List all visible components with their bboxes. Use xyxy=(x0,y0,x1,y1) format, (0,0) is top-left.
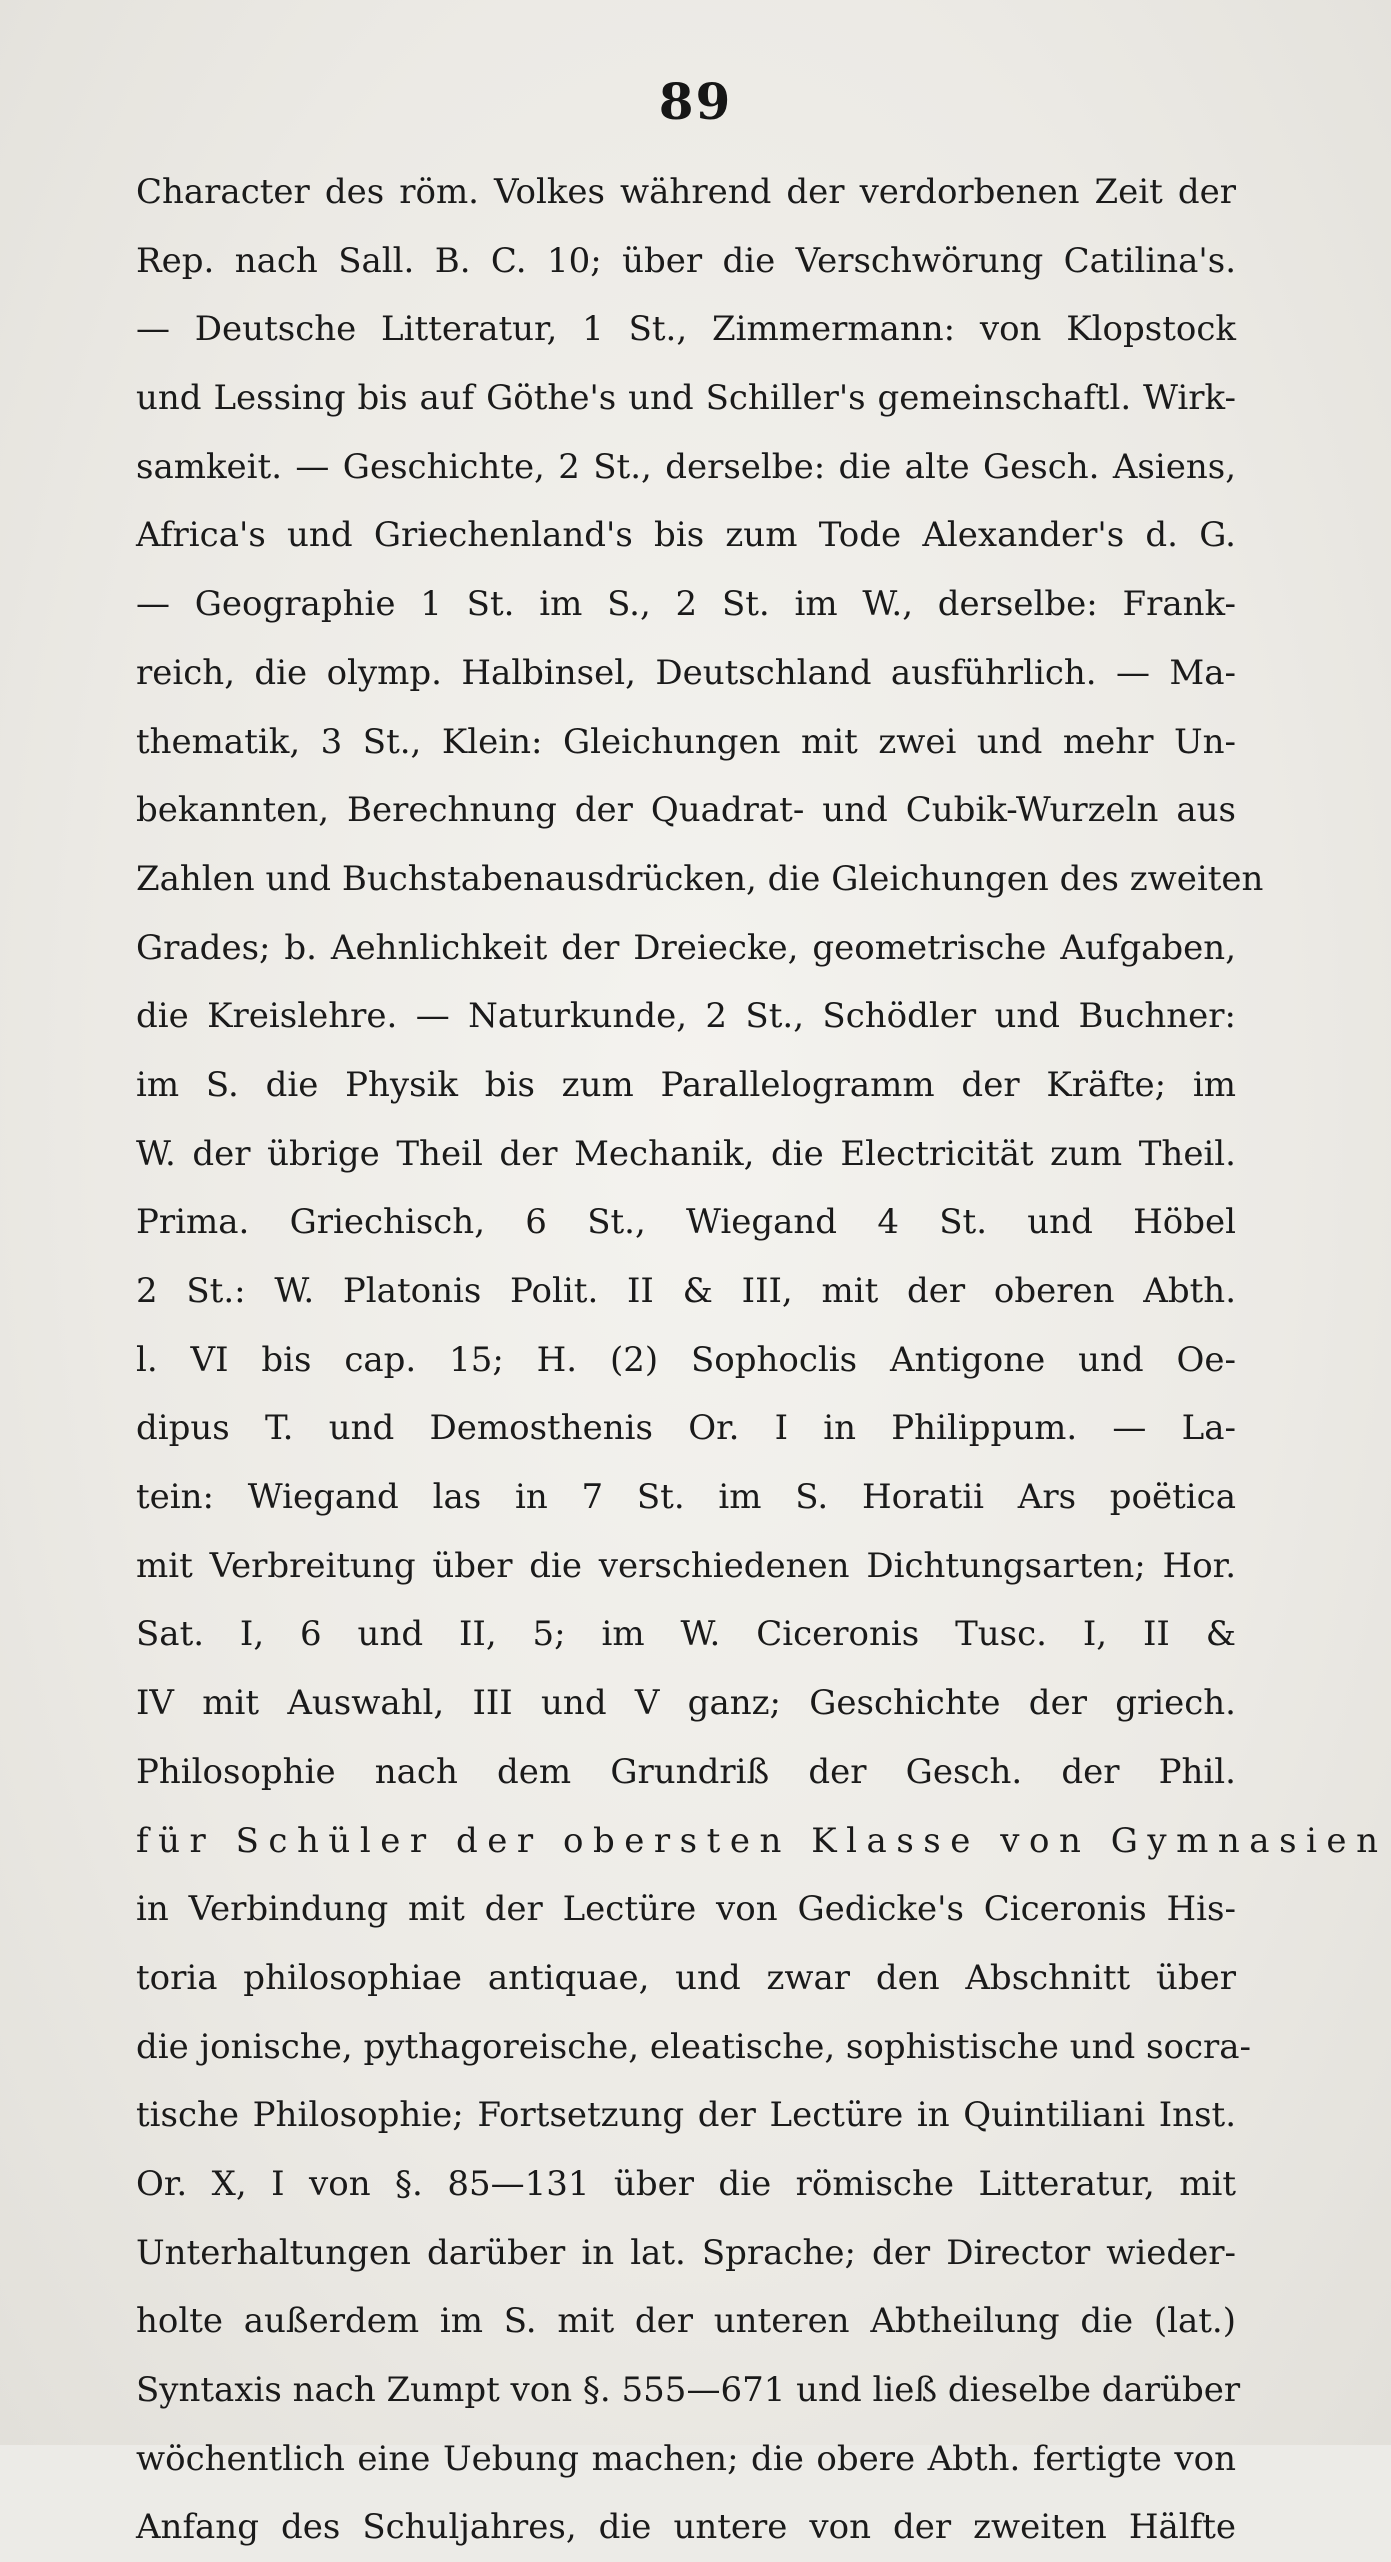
text-line-24: Philosophie nach dem Grundriß der Gesch. der Phil. xyxy=(136,1751,1236,1792)
text-line-33: Syntaxis nach Zumpt von §. 555—671 und ließ dieselbe darüber xyxy=(136,2370,1241,2410)
text-line-5: samkeit. — Geschichte, 2 St., derselbe: die alte Gesch. Asiens, xyxy=(136,446,1236,487)
text-line-29: tische Philosophie; Fortsetzung der Lectüre in Quintiliani Inst. xyxy=(136,2095,1236,2136)
text-line-22: Sat. I, 6 und II, 5; im W. Ciceronis Tusc. I, II & xyxy=(136,1614,1236,1655)
text-line-16: Prima. Griechisch, 6 St., Wiegand 4 St. und Höbel xyxy=(136,1202,1236,1243)
text-line-12: Grades; b. Aehnlichkeit der Dreiecke, geometrische Aufgaben, xyxy=(136,927,1236,968)
text-line-27: toria philosophiae antiquae, und zwar den Abschnitt über xyxy=(136,1957,1236,1998)
text-line-9: thematik, 3 St., Klein: Gleichungen mit zwei und mehr Un- xyxy=(136,721,1236,762)
text-line-10: bekannten, Berechnung der Quadrat- und Cubik-Wurzeln aus xyxy=(136,790,1236,831)
text-line-32: holte außerdem im S. mit der unteren Abtheilung die (lat.) xyxy=(136,2301,1236,2342)
text-line-11: Zahlen und Buchstabenausdrücken, die Gleichungen des zweiten xyxy=(136,858,1264,899)
text-line-18: l. VI bis cap. 15; H. (2) Sophoclis Antigone und Oe- xyxy=(136,1339,1236,1380)
text-line-30: Or. X, I von §. 85—131 über die römische Litteratur, mit xyxy=(136,2163,1236,2204)
text-line-6: Africa's und Griechenland's bis zum Tode Alexander's d. G. xyxy=(136,515,1236,556)
text-line-2: Rep. nach Sall. B. C. 10; über die Verschwörung Catilina's. xyxy=(136,240,1236,281)
text-line-14: im S. die Physik bis zum Parallelogramm der Kräfte; im xyxy=(136,1064,1236,1105)
text-line-23: IV mit Auswahl, III und V ganz; Geschichte der griech. xyxy=(136,1683,1236,1724)
text-line-17: 2 St.: W. Platonis Polit. II & III, mit der oberen Abth. xyxy=(136,1271,1236,1311)
text-line-1: Character des röm. Volkes während der verdorbenen Zeit der xyxy=(136,172,1236,212)
text-line-4: und Lessing bis auf Göthe's und Schiller's gemeinschaftl. Wirk- xyxy=(136,378,1236,419)
text-line-28: die jonische, pythagoreische, eleatische, sophistische und socra- xyxy=(136,2026,1252,2067)
text-line-25: für Schüler der obersten Klasse von Gymnasien xyxy=(136,1820,1388,1861)
text-line-26: in Verbindung mit der Lectüre von Gedicke's Ciceronis His- xyxy=(136,1889,1236,1930)
page-number: 89 xyxy=(658,72,733,131)
text-line-15: W. der übrige Theil der Mechanik, die Electricität zum Theil. xyxy=(136,1133,1236,1174)
text-line-35: Anfang des Schuljahres, die untere von der zweiten Hälfte xyxy=(136,2507,1236,2548)
text-line-3: — Deutsche Litteratur, 1 St., Zimmermann: von Klopstock xyxy=(136,309,1236,350)
text-line-21: mit Verbreitung über die verschiedenen Dichtungsarten; Hor. xyxy=(136,1545,1236,1586)
text-line-19: dipus T. und Demosthenis Or. I in Philippum. — La- xyxy=(136,1408,1236,1449)
text-line-20: tein: Wiegand las in 7 St. im S. Horatii Ars poëtica xyxy=(136,1477,1236,1518)
text-line-8: reich, die olymp. Halbinsel, Deutschland ausführlich. — Ma- xyxy=(136,652,1236,693)
text-line-31: Unterhaltungen darüber in lat. Sprache; der Director wieder- xyxy=(136,2232,1236,2273)
text-line-34: wöchentlich eine Uebung machen; die obere Abth. fertigte von xyxy=(136,2438,1236,2479)
text-line-7: — Geographie 1 St. im S., 2 St. im W., derselbe: Frank- xyxy=(136,584,1236,625)
text-line-13: die Kreislehre. — Naturkunde, 2 St., Schödler und Buchner: xyxy=(136,996,1236,1037)
body-text xyxy=(136,158,1388,2562)
